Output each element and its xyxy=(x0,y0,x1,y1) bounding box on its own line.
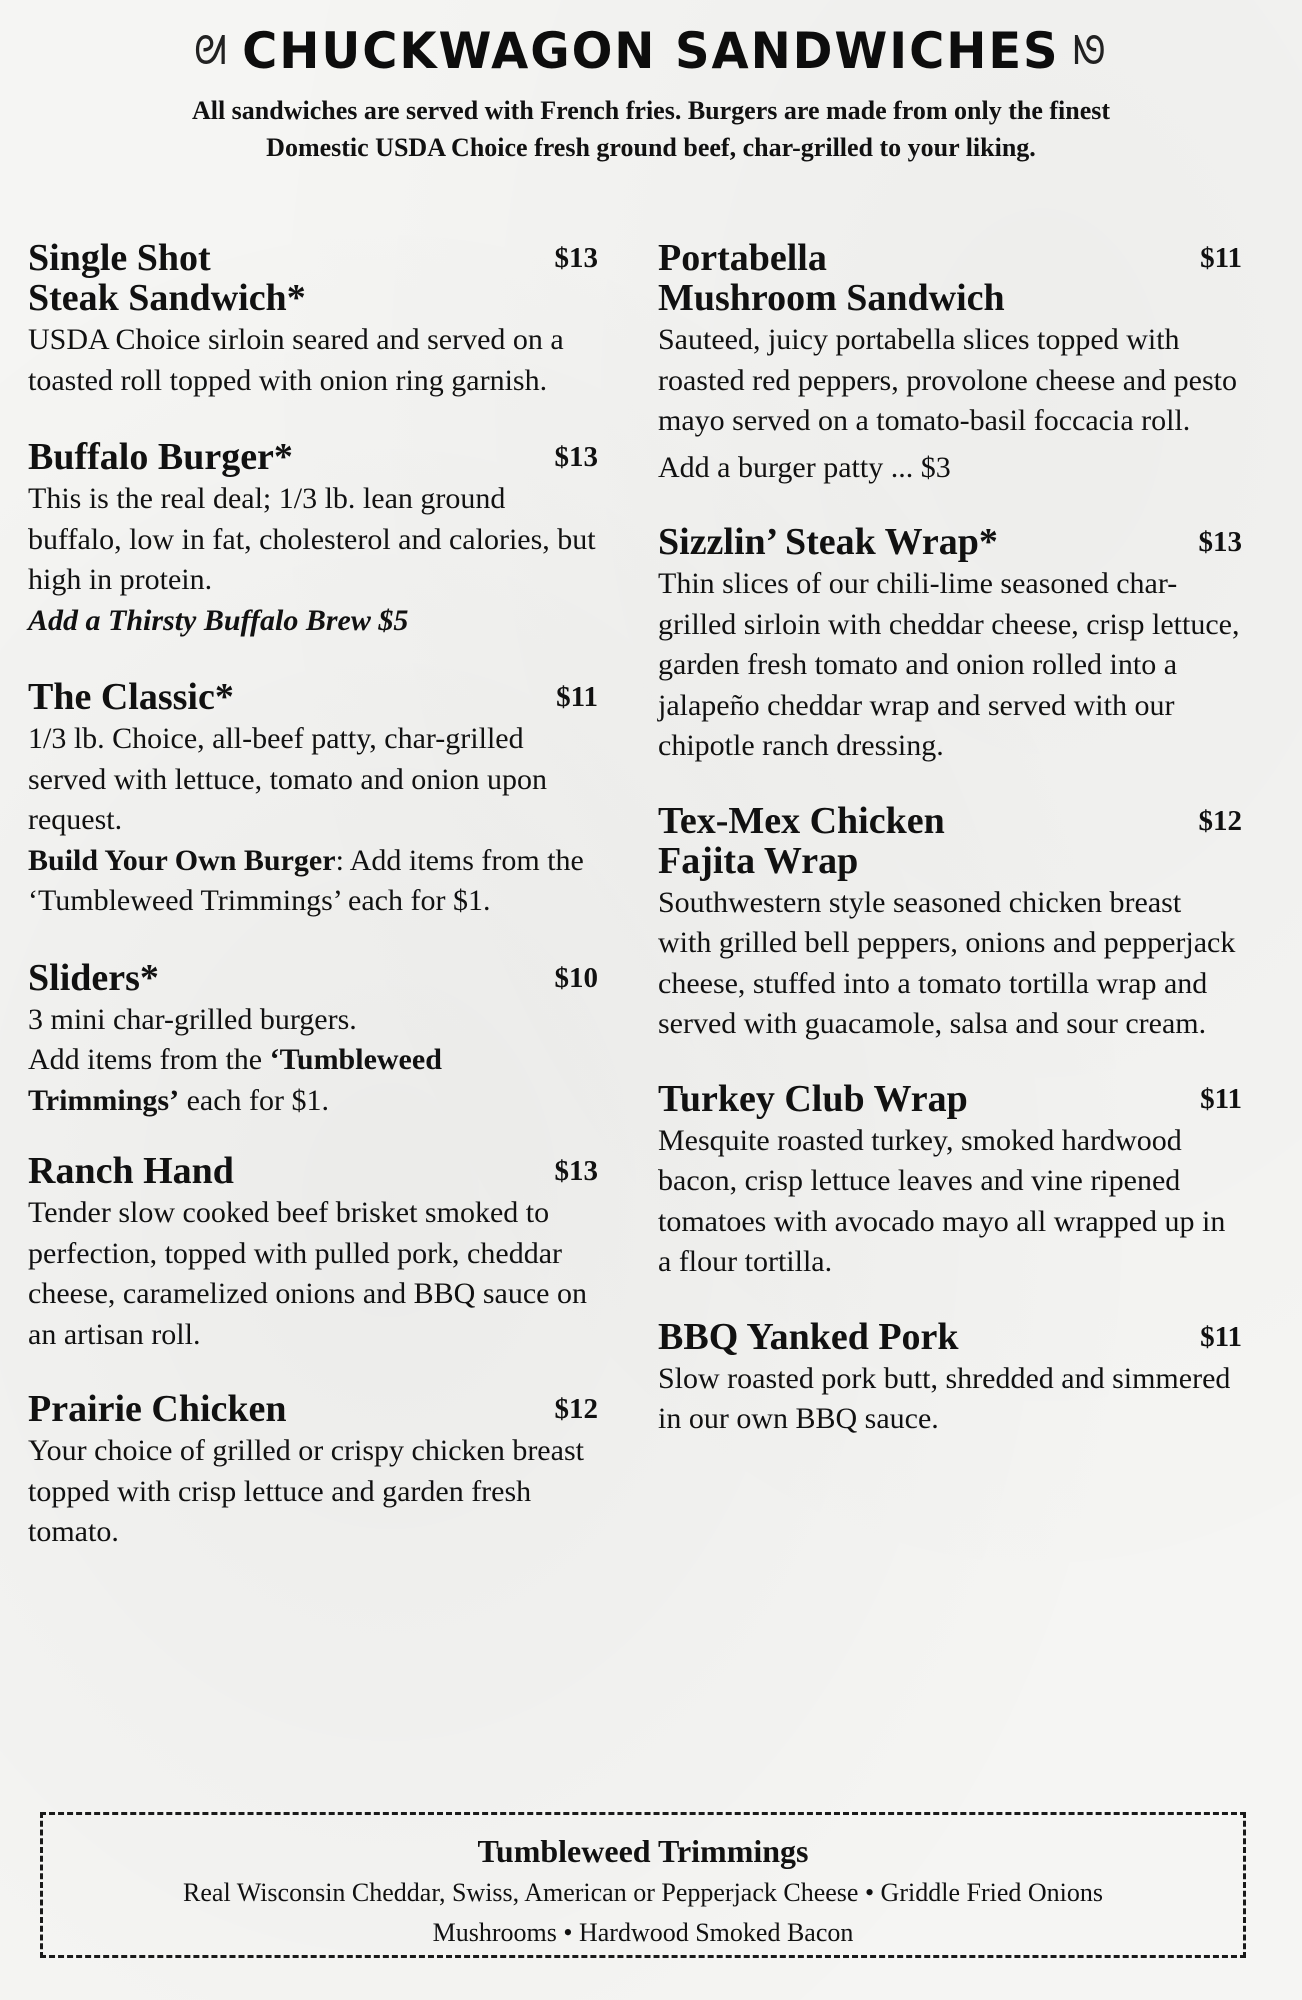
item-name: Sizzlin’ Steak Wrap* xyxy=(658,521,998,563)
left-column xyxy=(28,238,598,1591)
item-description: Sauteed, juicy portabella slices topped with roasted red peppers, provolone cheese and pesto mayo served on a tomato-basil foccacia roll. xyxy=(658,323,1237,437)
item-description: Your choice of grilled or crispy chicken breast topped with crisp lettuce and garden fresh tomato. xyxy=(28,1434,584,1548)
trimmings-line-2: Mushrooms • Hardwood Smoked Bacon xyxy=(432,1918,854,1947)
item-description: Tender slow cooked beef brisket smoked to perfection, topped with pulled pork, cheddar cheese, caramelized onions and BBQ sauce on an artisan roll. xyxy=(28,1196,587,1351)
menu-item-the-classic xyxy=(28,677,598,922)
item-name: BBQ Yanked Pork xyxy=(658,1315,959,1358)
item-description: Slow roasted pork butt, shredded and simmered in our own BBQ sauce. xyxy=(658,1361,1231,1435)
item-description: Southwestern style seasoned chicken breast with grilled bell peppers, onions and pepperjack cheese, stuffed into a tomato tortilla wrap and served with guacamole, salsa and sour cream. xyxy=(658,885,1236,1040)
addon-rest: : Add items from the ‘Tumbleweed Trimmings’ each for $1. xyxy=(28,843,584,917)
menu-title xyxy=(194,22,1108,80)
menu-subtitle xyxy=(71,92,1231,166)
addon-post: each for $1. xyxy=(179,1083,330,1117)
tumbleweed-trimmings-box xyxy=(40,1812,1246,1958)
menu-item-single-shot xyxy=(28,238,598,401)
item-description: This is the real deal; 1/3 lb. lean ground buffalo, low in fat, cholesterol and calories, but high in protein. xyxy=(28,482,596,596)
item-description: 3 mini char-grilled burgers. xyxy=(28,1002,357,1036)
addon-pre: Add items from the xyxy=(28,1043,270,1076)
item-price: $13 xyxy=(554,441,598,473)
item-description: USDA Choice sirloin seared and served on a toasted roll topped with onion ring garnish. xyxy=(28,323,564,397)
menu-title-text: CHUCKWAGON SANDWICHES xyxy=(242,22,1060,80)
menu-item-portabella xyxy=(658,238,1242,488)
item-name: Ranch Hand xyxy=(28,1150,234,1192)
item-price: $11 xyxy=(1200,242,1242,274)
flourish-left-icon: ᘛ xyxy=(194,28,229,74)
menu-item-sliders xyxy=(28,958,598,1122)
item-price: $12 xyxy=(1198,804,1242,837)
item-addon xyxy=(28,841,598,922)
trimmings-line-1: Real Wisconsin Cheddar, Swiss, American or Pepperjack Cheese • Griddle Fried Onions xyxy=(183,1878,1103,1907)
item-price: $13 xyxy=(554,242,598,274)
item-name: The Classic* xyxy=(28,676,234,718)
item-description: 1/3 lb. Choice, all-beef patty, char-grilled served with lettuce, tomato and onion upon request. xyxy=(28,722,548,836)
item-name: Single Shot Steak Sandwich* xyxy=(28,237,306,319)
item-price: $12 xyxy=(554,1393,598,1425)
menu-item-turkey-club-wrap xyxy=(658,1079,1242,1283)
addon-bold: ‘Tumbleweed Trimmings’ xyxy=(28,1043,442,1117)
item-name: Turkey Club Wrap xyxy=(658,1077,968,1120)
subtitle-line-1: All sandwiches are served with French fries. Burgers are made from only the finest xyxy=(191,96,1111,125)
item-price: $10 xyxy=(554,961,598,994)
right-column xyxy=(658,238,1242,1478)
item-addon xyxy=(28,1040,598,1121)
menu-item-sizzlin-steak-wrap xyxy=(658,522,1242,767)
item-name: Sliders* xyxy=(28,956,159,999)
menu-item-prairie-chicken xyxy=(28,1389,598,1553)
item-price: $11 xyxy=(1200,1082,1242,1115)
item-name: Buffalo Burger* xyxy=(28,436,293,478)
item-price: $13 xyxy=(554,1155,598,1187)
item-description: Thin slices of our chili-lime seasoned char-grilled sirloin with cheddar cheese, crisp lettuce, garden fresh tomato and onion rolled into a jalapeño cheddar wrap and served with our chipotle ranch dressing. xyxy=(658,567,1240,762)
item-name: Prairie Chicken xyxy=(28,1388,287,1430)
menu-item-bbq-yanked-pork xyxy=(658,1317,1242,1440)
menu-header xyxy=(0,22,1302,166)
item-price: $13 xyxy=(1198,526,1242,558)
subtitle-line-2: Domestic USDA Choice fresh ground beef, char-grilled to your liking. xyxy=(266,133,1036,162)
flourish-right-icon: ᘚ xyxy=(1073,28,1108,74)
item-price: $11 xyxy=(556,681,598,713)
menu-item-ranch-hand xyxy=(28,1151,598,1355)
item-name: Tex-Mex Chicken Fajita Wrap xyxy=(658,799,945,882)
addon-bold: Build Your Own Burger xyxy=(28,843,336,877)
item-addon: Add a burger patty ... $3 xyxy=(658,450,951,484)
item-name: Portabella Mushroom Sandwich xyxy=(658,237,1005,319)
menu-item-buffalo-burger xyxy=(28,437,598,641)
trimmings-title: Tumbleweed Trimmings xyxy=(477,1833,809,1869)
item-price: $11 xyxy=(1200,1320,1242,1353)
menu-item-tex-mex-chicken xyxy=(658,801,1242,1045)
item-addon: Add a Thirsty Buffalo Brew $5 xyxy=(28,603,409,637)
item-description: Mesquite roasted turkey, smoked hardwood bacon, crisp lettuce leaves and vine ripened tomatoes with avocado mayo all wrapped up in a flour tortilla. xyxy=(658,1123,1226,1278)
